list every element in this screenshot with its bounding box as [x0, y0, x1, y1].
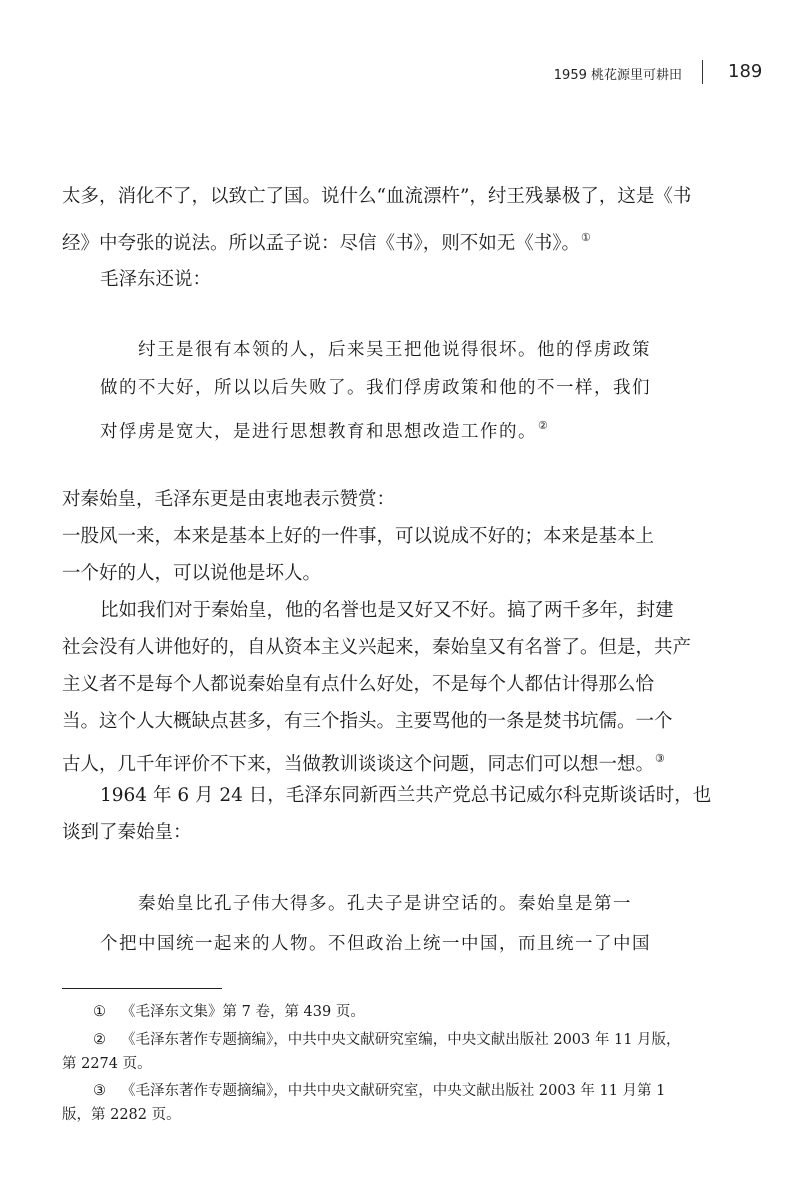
paragraph-line: 经》中夸张的说法。所以孟子说：尽信《书》，则不如无《书》。①	[62, 231, 591, 254]
footnote-text: 《毛泽东文集》第 7 卷，第 439 页。	[121, 1004, 365, 1020]
footnote-mark: ③	[93, 1083, 106, 1099]
paragraph-line: 社会没有人讲他好的，自从资本主义兴起来，秦始皇又有名誉了。但是，共产	[62, 637, 692, 658]
paragraph-line: 对秦始皇，毛泽东更是由衷地表示赞赏：	[62, 489, 396, 510]
header-divider	[702, 60, 703, 84]
footnote-text: 《毛泽东著作专题摘编》，中共中央文献研究室编，中央文献出版社 2003 年 11 月版，	[121, 1032, 681, 1048]
paragraph-line: 一个好的人，可以说他是坏人。	[62, 563, 322, 584]
paragraph-line: 太多，消化不了，以致亡了国。说什么“血流漂杵”，纣王残暴极了，这是《书	[62, 186, 692, 207]
paragraph-line: 1964 年 6 月 24 日，毛泽东同新西兰共产党总书记威尔科克斯谈话时，也	[100, 785, 712, 806]
footnote-text: 《毛泽东著作专题摘编》，中共中央文献研究室，中央文献出版社 2003 年 11 月第 1	[121, 1083, 666, 1099]
paragraph-line: 谈到了秦始皇：	[62, 822, 192, 843]
footnote-divider	[62, 988, 222, 989]
paragraph-line: 一股风一来，本来是基本上好的一件事，可以说成不好的；本来是基本上	[62, 526, 655, 547]
footnote-ref: ②	[538, 419, 550, 432]
quote-line: 做的不大好，所以以后失败了。我们俘虏政策和他的不一样，我们	[100, 378, 651, 398]
quote-line: 纣王是很有本领的人，后来吴王把他说得很坏。他的俘虏政策	[138, 340, 651, 360]
paragraph-line: 主义者不是每个人都说秦始皇有点什么好处，不是每个人都估计得那么恰	[62, 674, 655, 695]
footnote-text: 版，第 2282 页。	[62, 1107, 181, 1123]
paragraph-line: 当。这个人大概缺点甚多，有三个指头。主要骂他的一条是焚书坑儒。一个	[62, 711, 673, 732]
running-title: 1959 桃花源里可耕田	[553, 68, 682, 83]
footnote-text: 第 2274 页。	[62, 1056, 152, 1072]
footnote-mark: ②	[93, 1032, 106, 1048]
footnote-mark: ①	[93, 1004, 106, 1020]
paragraph-line: 比如我们对于秦始皇，他的名誉也是又好又不好。搞了两千多年，封建	[100, 600, 674, 621]
quote-line: 秦始皇比孔子伟大得多。孔夫子是讲空话的。秦始皇是第一	[138, 894, 632, 914]
quote-line: 对俘虏是宽大，是进行思想教育和思想改造工作的。②	[100, 419, 550, 442]
footnote-ref: ③	[655, 752, 665, 765]
paragraph-line: 毛泽东还说：	[100, 269, 212, 290]
page-number: 189	[728, 61, 763, 82]
quote-line: 个把中国统一起来的人物。不但政治上统一中国，而且统一了中国	[100, 934, 651, 954]
running-header	[0, 60, 800, 90]
footnote-ref: ①	[581, 231, 591, 244]
paragraph-line: 古人，几千年评价不下来，当做教训谈谈这个问题，同志们可以想一想。③	[62, 752, 665, 775]
